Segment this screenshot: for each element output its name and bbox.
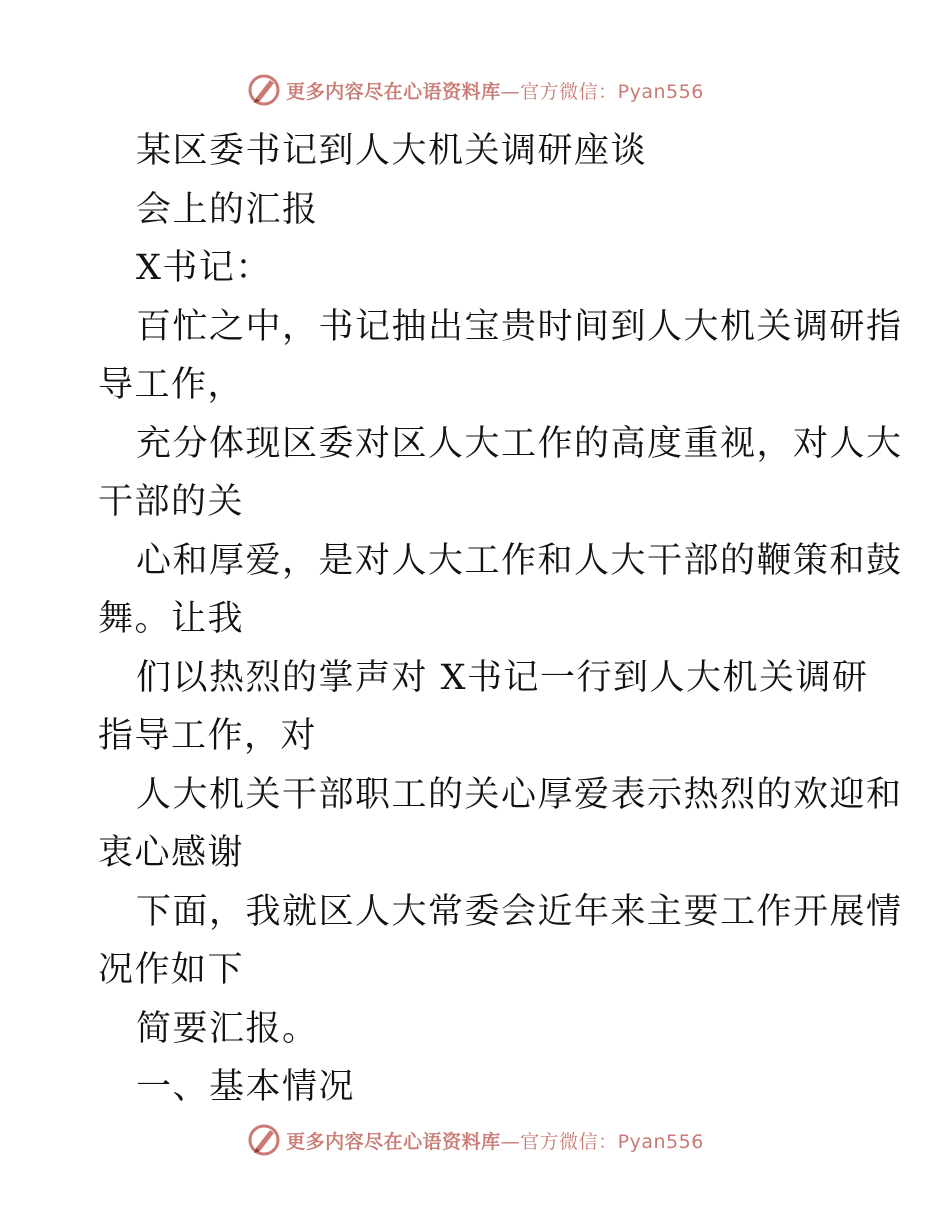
footer-watermark bbox=[0, 1120, 950, 1160]
salutation: X书记： bbox=[136, 248, 272, 288]
doc-title-line-1: 某区委书记到人大机关调研座谈 bbox=[136, 131, 648, 171]
paragraph-line: 充分体现区委对区人大工作的高度重视，对人大 bbox=[136, 423, 903, 464]
paragraph-line: 百忙之中，书记抽出宝贵时间到人大机关调研指 bbox=[136, 306, 903, 347]
paragraph-line: 心和厚爱，是对人大工作和人大干部的鞭策和鼓 bbox=[136, 540, 903, 581]
paragraph-line: 简要汇报。 bbox=[136, 1008, 319, 1049]
paragraph-line: 舞。让我 bbox=[98, 599, 245, 639]
watermark-brand: 更多内容尽在心语资料库 bbox=[286, 80, 501, 103]
watermark-contact: 官方微信：Pyan556 bbox=[520, 80, 704, 103]
paragraph-line: 干部的关 bbox=[98, 482, 245, 522]
paragraph-line: 导工作， bbox=[98, 365, 245, 405]
paragraph-line: 指导工作，对 bbox=[98, 716, 318, 756]
section-heading: 一、基本情况 bbox=[136, 1067, 356, 1107]
doc-title-line-2: 会上的汇报 bbox=[136, 189, 319, 230]
document-body bbox=[98, 122, 903, 1117]
watermark-brand: 更多内容尽在心语资料库 bbox=[286, 1130, 501, 1153]
watermark-separator: — bbox=[500, 1130, 521, 1153]
watermark-contact: 官方微信：Pyan556 bbox=[520, 1130, 704, 1153]
paragraph-line: 们以热烈的掌声对 X书记一行到人大机关调研 bbox=[136, 657, 869, 698]
paragraph-line: 况作如下 bbox=[98, 950, 245, 990]
header-watermark bbox=[0, 70, 950, 110]
paragraph-line: 衷心感谢 bbox=[98, 833, 245, 873]
pen-logo-icon bbox=[246, 1122, 282, 1158]
paragraph-line: 人大机关干部职工的关心厚爱表示热烈的欢迎和 bbox=[136, 774, 903, 815]
watermark-separator: — bbox=[500, 80, 521, 103]
pen-logo-icon bbox=[246, 72, 282, 108]
paragraph-line: 下面，我就区人大常委会近年来主要工作开展情 bbox=[136, 891, 903, 932]
